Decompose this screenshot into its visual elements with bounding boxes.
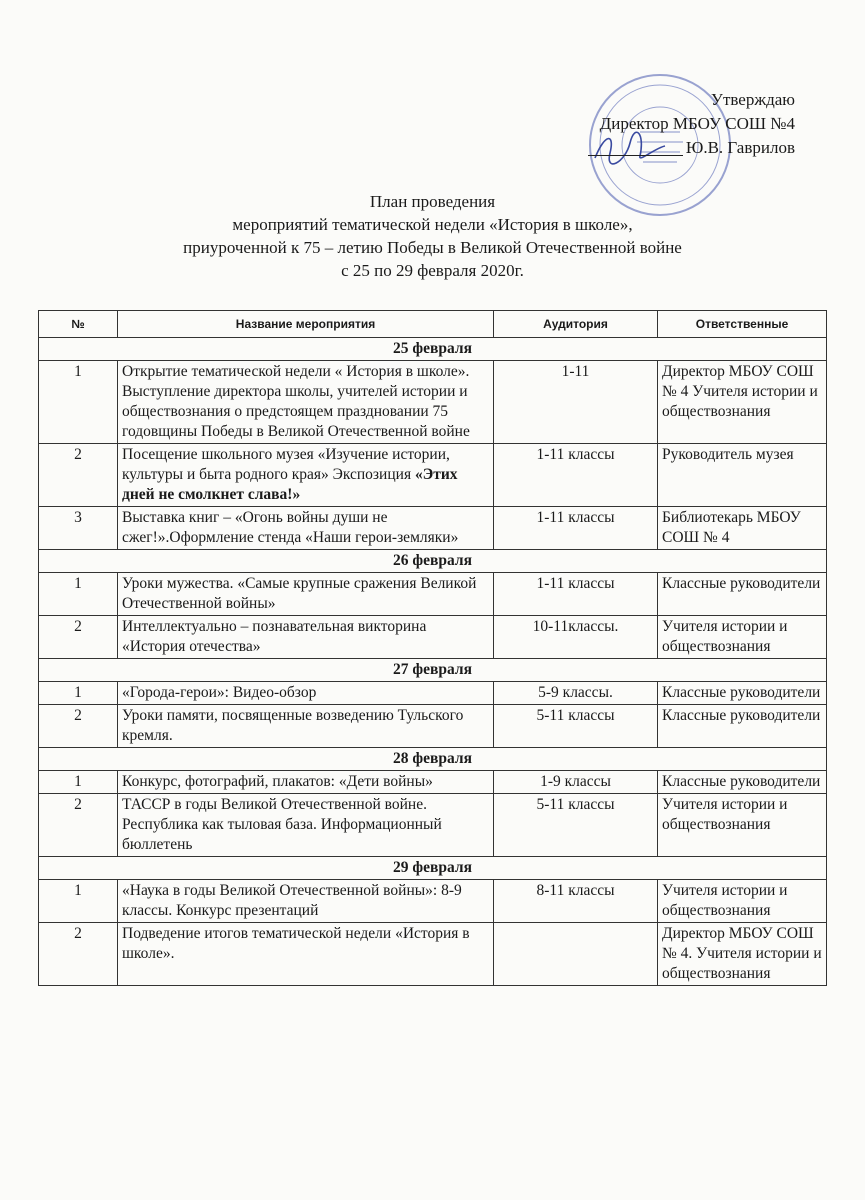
approval-block bbox=[588, 88, 795, 160]
date-row bbox=[39, 748, 827, 771]
title-line-3: приуроченной к 75 – летию Победы в Великой Отечественной войне bbox=[183, 238, 682, 257]
cell-name: Уроки памяти, посвященные возведению Тульского кремля. bbox=[118, 705, 494, 748]
cell-name: Интеллектуально – познавательная викторина «История отечества» bbox=[118, 616, 494, 659]
title-line-2: мероприятий тематической недели «История в школе», bbox=[232, 215, 633, 234]
cell-responsible: Учителя истории и обществознания bbox=[658, 880, 827, 923]
cell-audience: 10-11классы. bbox=[494, 616, 658, 659]
cell-num: 2 bbox=[39, 923, 118, 986]
table-row bbox=[39, 923, 827, 986]
table-row bbox=[39, 573, 827, 616]
header-num: № bbox=[39, 311, 118, 338]
cell-audience: 8-11 классы bbox=[494, 880, 658, 923]
date-row bbox=[39, 857, 827, 880]
cell-name: Выставка книг – «Огонь войны души не сжег!».Оформление стенда «Наши герои-земляки» bbox=[118, 507, 494, 550]
approval-approve: Утверждаю bbox=[710, 90, 795, 109]
cell-name: «Города-герои»: Видео-обзор bbox=[118, 682, 494, 705]
cell-name: «Наука в годы Великой Отечественной войны»: 8-9 классы. Конкурс презентаций bbox=[118, 880, 494, 923]
cell-responsible: Директор МБОУ СОШ № 4. Учителя истории и обществознания bbox=[658, 923, 827, 986]
table-row bbox=[39, 794, 827, 857]
date-label: 27 февраля bbox=[39, 659, 827, 682]
cell-num: 2 bbox=[39, 705, 118, 748]
header-name: Название мероприятия bbox=[118, 311, 494, 338]
cell-name: Подведение итогов тематической недели «История в школе». bbox=[118, 923, 494, 986]
cell-num: 1 bbox=[39, 361, 118, 444]
cell-name: ТАССР в годы Великой Отечественной войне. Республика как тыловая база. Информационный бюллетень bbox=[118, 794, 494, 857]
cell-audience: 1-11 классы bbox=[494, 573, 658, 616]
date-label: 29 февраля bbox=[39, 857, 827, 880]
cell-audience: 1-9 классы bbox=[494, 771, 658, 794]
cell-num: 2 bbox=[39, 444, 118, 507]
events-table bbox=[38, 310, 827, 986]
cell-num: 3 bbox=[39, 507, 118, 550]
cell-audience: 1-11 классы bbox=[494, 507, 658, 550]
table-row bbox=[39, 682, 827, 705]
cell-audience: 1-11 bbox=[494, 361, 658, 444]
table-row bbox=[39, 771, 827, 794]
cell-audience: 1-11 классы bbox=[494, 444, 658, 507]
approval-name: Ю.В. Гаврилов bbox=[685, 138, 795, 157]
cell-num: 2 bbox=[39, 616, 118, 659]
title-line-1: План проведения bbox=[369, 192, 496, 211]
approval-position: Директор МБОУ СОШ №4 bbox=[599, 114, 795, 133]
cell-name: Открытие тематической недели « История в школе». Выступление директора школы, учителей истории и обществознания о предстоящем праздновании 75 годовщины Победы в Великой Отечественной войне bbox=[118, 361, 494, 444]
cell-num: 1 bbox=[39, 682, 118, 705]
cell-responsible: Классные руководители bbox=[658, 771, 827, 794]
event-name-text: Посещение школьного музея «Изучение истории, культуры и быта родного края» Экспозиция bbox=[122, 446, 450, 483]
date-label: 25 февраля bbox=[39, 338, 827, 361]
cell-responsible: Учителя истории и обществознания bbox=[658, 616, 827, 659]
date-label: 28 февраля bbox=[39, 748, 827, 771]
cell-responsible: Классные руководители bbox=[658, 705, 827, 748]
approval-signature-line bbox=[588, 136, 795, 160]
header-responsible: Ответственные bbox=[658, 311, 827, 338]
table-row bbox=[39, 705, 827, 748]
cell-audience: 5-11 классы bbox=[494, 794, 658, 857]
cell-num: 1 bbox=[39, 771, 118, 794]
header-audience: Аудитория bbox=[494, 311, 658, 338]
table-row bbox=[39, 444, 827, 507]
page-title bbox=[0, 190, 865, 282]
table-header-row bbox=[39, 311, 827, 338]
cell-responsible: Руководитель музея bbox=[658, 444, 827, 507]
table-row bbox=[39, 507, 827, 550]
cell-name bbox=[118, 444, 494, 507]
cell-audience: 5-9 классы. bbox=[494, 682, 658, 705]
cell-responsible: Учителя истории и обществознания bbox=[658, 794, 827, 857]
cell-num: 1 bbox=[39, 573, 118, 616]
title-line-4: с 25 по 29 февраля 2020г. bbox=[341, 261, 524, 280]
cell-responsible: Директор МБОУ СОШ № 4 Учителя истории и обществознания bbox=[658, 361, 827, 444]
cell-audience: 5-11 классы bbox=[494, 705, 658, 748]
cell-responsible: Классные руководители bbox=[658, 682, 827, 705]
cell-responsible: Библиотекарь МБОУ СОШ № 4 bbox=[658, 507, 827, 550]
table-row bbox=[39, 361, 827, 444]
cell-responsible: Классные руководители bbox=[658, 573, 827, 616]
table-row bbox=[39, 616, 827, 659]
date-row bbox=[39, 659, 827, 682]
cell-num: 2 bbox=[39, 794, 118, 857]
date-label: 26 февраля bbox=[39, 550, 827, 573]
cell-name: Конкурс, фотографий, плакатов: «Дети войны» bbox=[118, 771, 494, 794]
cell-audience bbox=[494, 923, 658, 986]
table-row bbox=[39, 880, 827, 923]
date-row bbox=[39, 338, 827, 361]
date-row bbox=[39, 550, 827, 573]
cell-num: 1 bbox=[39, 880, 118, 923]
cell-name: Уроки мужества. «Самые крупные сражения Великой Отечественной войны» bbox=[118, 573, 494, 616]
exhibition-title: «Этих дней не смолкнет слава!» bbox=[122, 466, 458, 503]
